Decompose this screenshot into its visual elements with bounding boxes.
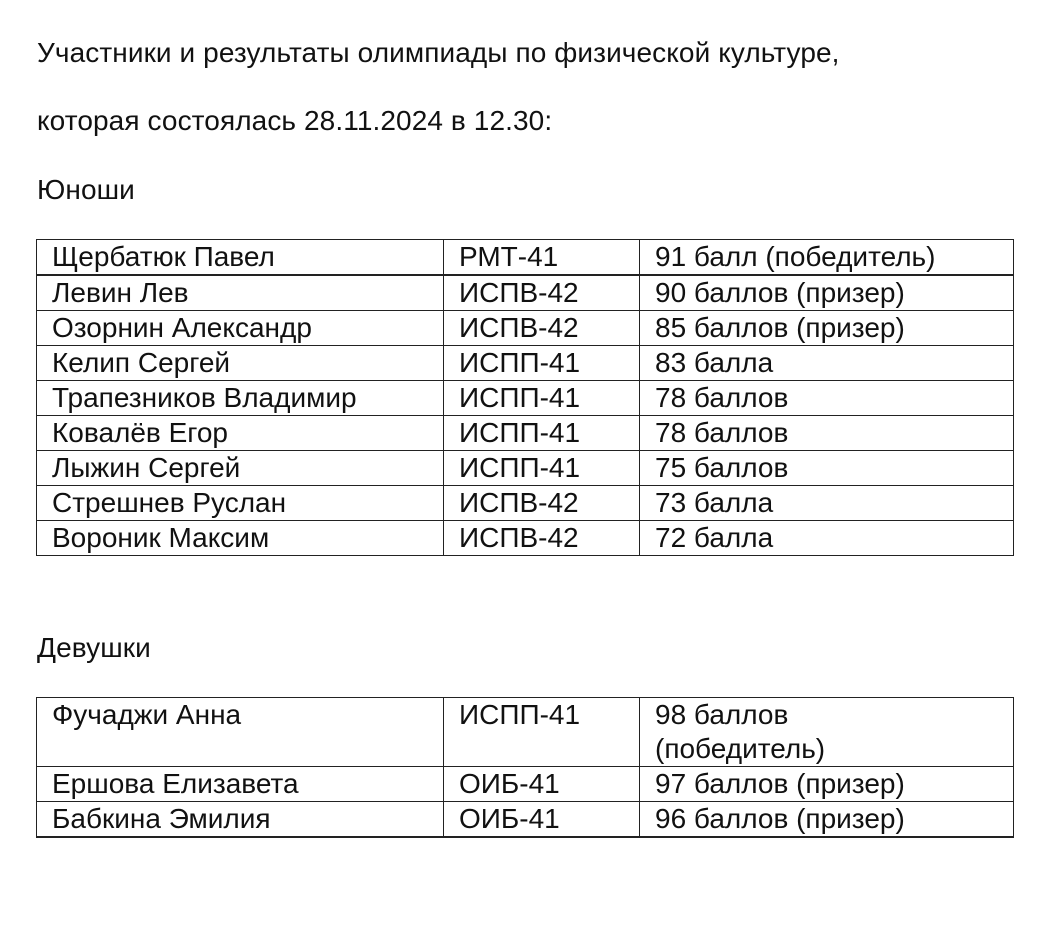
participant-result: 83 балла [640,346,1014,381]
table-row [37,486,1014,521]
participant-name: Левин Лев [37,275,444,311]
participant-result: 73 балла [640,486,1014,521]
participant-result: 75 баллов [640,451,1014,486]
document-title-line-2: которая состоялась 28.11.2024 в 12.30: [37,105,553,136]
table-row [37,346,1014,381]
participant-group: ИСПП-41 [444,416,640,451]
participant-name: Ершова Елизавета [37,767,444,802]
participant-group: ИСПП-41 [444,346,640,381]
table-row [37,275,1014,311]
girls-section-heading: Девушки [37,632,151,663]
participant-name: Фучаджи Анна [37,698,444,767]
table-row [37,240,1014,276]
participant-name: Бабкина Эмилия [37,802,444,838]
participant-result: 72 балла [640,521,1014,556]
table-row [37,767,1014,802]
participant-group: РМТ-41 [444,240,640,276]
participant-group: ИСПП-41 [444,698,640,767]
participant-group: ИСПВ-42 [444,521,640,556]
participant-name: Ковалёв Егор [37,416,444,451]
table-row [37,381,1014,416]
participant-result: 78 баллов [640,416,1014,451]
document-title-line-1: Участники и результаты олимпиады по физической культуре, [37,37,840,68]
participant-group: ИСПП-41 [444,381,640,416]
participant-name: Озорнин Александр [37,311,444,346]
participant-result: 91 балл (победитель) [640,240,1014,276]
participant-result: 97 баллов (призер) [640,767,1014,802]
participant-result: 90 баллов (призер) [640,275,1014,311]
participant-group: ИСПВ-42 [444,311,640,346]
participant-name: Вороник Максим [37,521,444,556]
participant-result: 96 баллов (призер) [640,802,1014,838]
participant-group: ИСПВ-42 [444,275,640,311]
participant-group: ИСПП-41 [444,451,640,486]
participant-group: ОИБ-41 [444,802,640,838]
participant-result: 78 баллов [640,381,1014,416]
boys-results-table [36,239,1014,556]
table-row [37,416,1014,451]
table-row [37,451,1014,486]
participant-group: ИСПВ-42 [444,486,640,521]
participant-name: Лыжин Сергей [37,451,444,486]
girls-results-table [36,697,1014,838]
participant-name: Келип Сергей [37,346,444,381]
table-row [37,802,1014,838]
table-row [37,521,1014,556]
table-row [37,698,1014,767]
participant-name: Стрешнев Руслан [37,486,444,521]
participant-name: Щербатюк Павел [37,240,444,276]
table-row [37,311,1014,346]
participant-result: 98 баллов (победитель) [640,698,1014,767]
participant-result: 85 баллов (призер) [640,311,1014,346]
participant-name: Трапезников Владимир [37,381,444,416]
boys-section-heading: Юноши [37,174,135,205]
participant-group: ОИБ-41 [444,767,640,802]
